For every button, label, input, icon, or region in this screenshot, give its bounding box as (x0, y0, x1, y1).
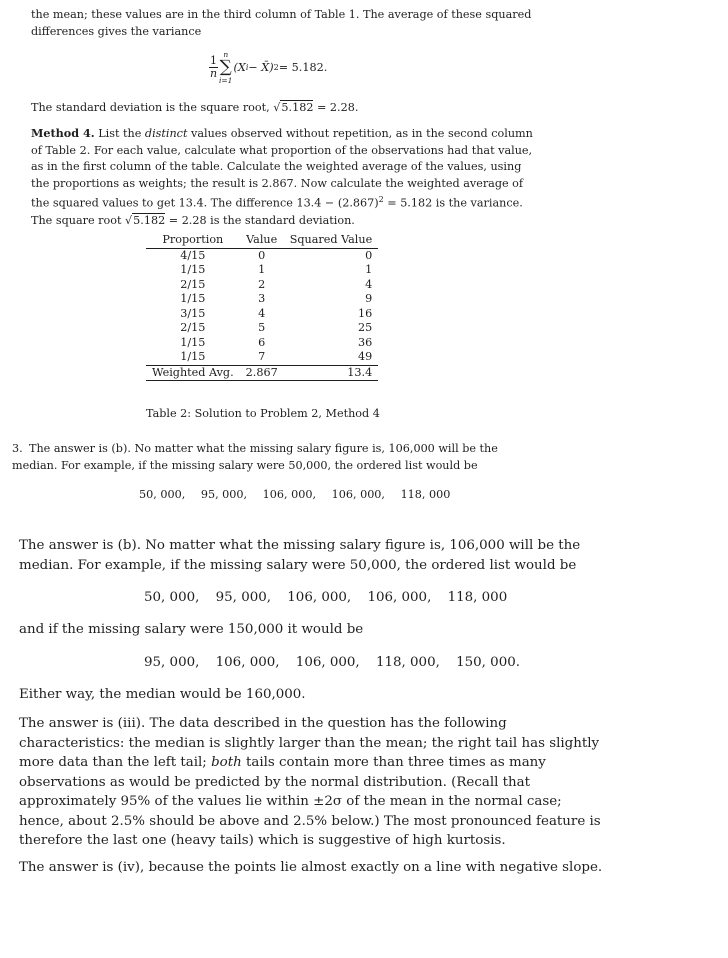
weighted-average-row (146, 365, 378, 381)
weighted-average-value: 2.867 (240, 365, 284, 381)
header-squared-value: Squared Value (284, 233, 379, 248)
table-row: 1/15 6 36 (180, 335, 373, 349)
table-row: 1/15 1 1 (180, 263, 373, 276)
header-proportion: Proportion (146, 233, 240, 248)
ordered-list-small: 50, 000, 95, 000, 106, 000, 106, 000, 118, 000 (139, 488, 451, 501)
answer-b-paragraph: The answer is (b). No matter what the missing salary figure is, 106,000 will be the median. For example, if the missing salary were 50,000, the ordered list would be (19, 538, 581, 573)
standard-deviation-line: The standard deviation is the square root, √5.182 = 2.28. (31, 101, 359, 114)
problem-3-small: 3. The answer is (b). No matter what the missing salary figure is, 106,000 will be the median. For example, if the missing salary were 50,000, the ordered list would be (12, 442, 498, 472)
method-4-paragraph: Method 4. List the distinct values observed without repetition, as in the second column of Table 2. For each value, calculate what proportion of the observations had that value, as in the first column of the table. Calculate the weighted average of the values, using the proportions as weights; the result is 2.867. Now calculate the weighted average of the squared values to get 13.4. The difference $13.4 - (2.867)^2 = 5.182$ is the variance. The square root √5.182 = 2.28 is the standard deviation. (31, 126, 533, 227)
table-2 (146, 233, 378, 381)
table-row: 2/15 5 25 (180, 321, 373, 334)
variance-formula: $\frac{1}{n}$ n ∑ i=1 (X i − X̄) 2 = 5.182. (209, 50, 328, 85)
table-row: 1/15 3 9 (180, 292, 373, 305)
table-row: 2/15 2 4 (180, 277, 373, 291)
intro-text: the mean; these values are in the third column of Table 1. The average of these squared differences gives the variance (31, 8, 532, 38)
median-conclusion: Either way, the median would be 160,000. (19, 687, 306, 702)
problem-number: 3. (12, 442, 23, 455)
ordered-list-2: 95, 000, 106, 000, 106, 000, 118, 000, 150, 000. (144, 655, 520, 670)
header-value: Value (240, 233, 284, 248)
table-row: 4/15 0 0 (180, 248, 373, 262)
weighted-average-label: Weighted Avg. (146, 365, 240, 381)
table-2-caption: Table 2: Solution to Problem 2, Method 4 (146, 407, 380, 420)
answer-iii-paragraph: The answer is (iii). The data described in the question has the following characteristics: the median is slightly larger than the mean; the right tail has slightly more data than the left tail; both tails contain more than three times as many observations as would be predicted by the normal distribution. (Recall that approximately 95% of the values lie within ±2σ of the mean in the normal case; hence, about 2.5% should be above and 2.5% below.) The most pronounced feature is therefore the last one (heavy tails) which is suggestive of high kurtosis. (19, 716, 601, 848)
intro-paragraph (31, 7, 541, 40)
answer-iv-paragraph: The answer is (iv), because the points lie almost exactly on a line with negative slope. (19, 860, 603, 875)
method-4-label: Method 4. (31, 126, 95, 140)
missing-salary-paragraph: and if the missing salary were 150,000 it would be (19, 622, 364, 637)
table-header-row (146, 233, 378, 248)
summation-sign: n ∑ i=1 (219, 50, 233, 85)
ordered-list-1: 50, 000, 95, 000, 106, 000, 106, 000, 118, 000 (144, 590, 508, 605)
variance-fraction: $\frac{1}{n}$ (209, 54, 218, 80)
weighted-average-squared: 13.4 (284, 365, 379, 381)
table-row: 3/15 4 16 (180, 306, 373, 320)
table-row: 1/15 7 49 (180, 350, 373, 363)
